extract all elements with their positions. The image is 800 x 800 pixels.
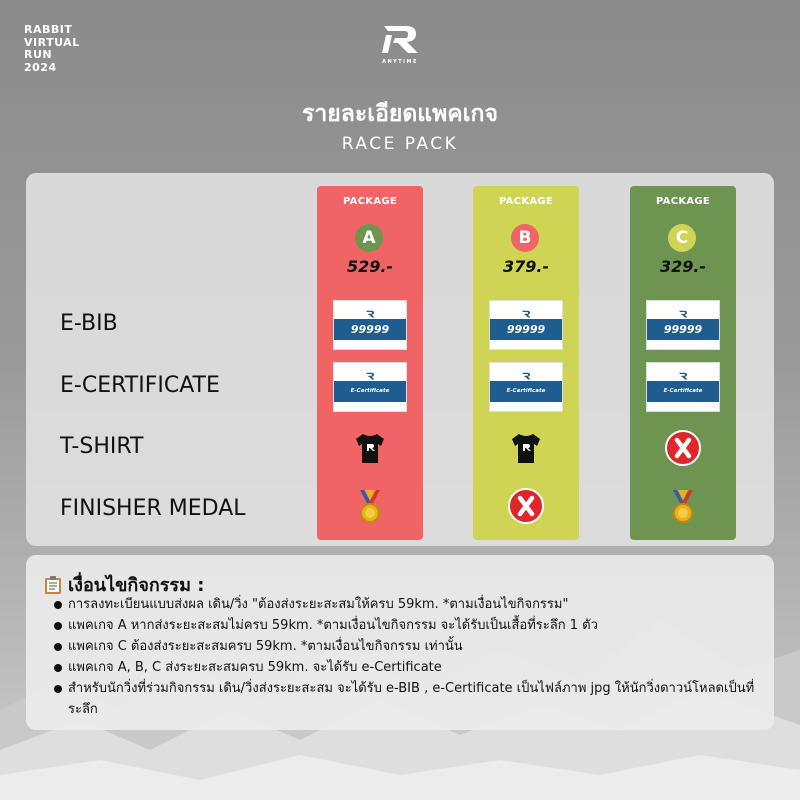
ecert-card <box>489 362 563 412</box>
package-letter-badge: B <box>511 224 539 252</box>
ebib-card <box>489 300 563 350</box>
package-letter-badge: C <box>668 224 696 252</box>
tshirt-icon <box>508 430 544 466</box>
package-label: PACKAGE <box>342 196 398 207</box>
row-label-ebib: E-BIB <box>60 311 118 336</box>
package-label: PACKAGE <box>655 196 711 207</box>
list-item: การลงทะเบียนแบบส่งผล เดิน/วิ่ง "ต้องส่งระยะสะสมให้ครบ 59km. *ตามเงื่อนไขกิจกรรม" <box>52 594 762 615</box>
list-item: สำหรับนักวิ่งที่ร่วมกิจกรรม เดิน/วิ่งส่งระยะสะสม จะได้รับ e-BIB , e-Certificate เป็นไฟล์ภาพ jpg ให้นักวิ่งดาวน์โหลดเป็นที่ระลึก <box>52 678 762 720</box>
package-label: PACKAGE <box>498 196 554 207</box>
bib-number: 99999 <box>490 319 562 340</box>
package-price: 379.- <box>502 257 550 276</box>
clipboard-icon <box>44 575 62 595</box>
bib-number: 99999 <box>647 319 719 340</box>
ecert-card <box>333 362 407 412</box>
package-column-a <box>317 186 423 540</box>
tshirt-icon <box>352 430 388 466</box>
cert-text: E-Certificate <box>334 381 406 402</box>
package-letter-badge: A <box>355 224 383 252</box>
r-logo-icon <box>380 24 420 54</box>
heading-thai: รายละเอียดแพคเกจ <box>302 101 498 127</box>
package-price: 329.- <box>659 257 707 276</box>
heading-english: RACE PACK <box>341 134 459 154</box>
brand-logo <box>376 24 424 65</box>
cert-text: E-Certificate <box>490 381 562 402</box>
cross-icon <box>508 488 544 524</box>
bib-number: 99999 <box>334 319 406 340</box>
list-item: แพคเกจ A, B, C ส่งระยะสะสมครบ 59km. จะได้รับ e-Certificate <box>52 657 762 678</box>
package-column-b <box>473 186 579 540</box>
medal-icon <box>352 488 388 524</box>
row-label-medal: FINISHER MEDAL <box>60 496 246 521</box>
ebib-card <box>333 300 407 350</box>
event-title: RABBIT VIRTUAL RUN 2024 <box>24 23 80 74</box>
ecert-card <box>646 362 720 412</box>
package-column-c <box>630 186 736 540</box>
ebib-card <box>646 300 720 350</box>
cert-text: E-Certificate <box>647 381 719 402</box>
row-label-tshirt: T-SHIRT <box>60 434 144 459</box>
page-heading <box>0 96 800 154</box>
row-label-ecert: E-CERTIFICATE <box>60 373 220 398</box>
cross-icon <box>665 430 701 466</box>
package-price: 529.- <box>346 257 394 276</box>
conditions-title: เงื่อนไขกิจกรรม : <box>68 575 205 596</box>
conditions-list <box>52 594 762 720</box>
list-item: แพคเกจ A หากส่งระยะสะสมไม่ครบ 59km. *ตามเงื่อนไขกิจกรรม จะได้รับเป็นเสื้อที่ระลึก 1 ตัว <box>52 615 762 636</box>
list-item: แพคเกจ C ต้องส่งระยะสะสมครบ 59km. *ตามเงื่อนไขกิจกรรม เท่านั้น <box>52 636 762 657</box>
medal-icon <box>665 488 701 524</box>
brand-tagline: ANYTIME <box>382 59 418 65</box>
